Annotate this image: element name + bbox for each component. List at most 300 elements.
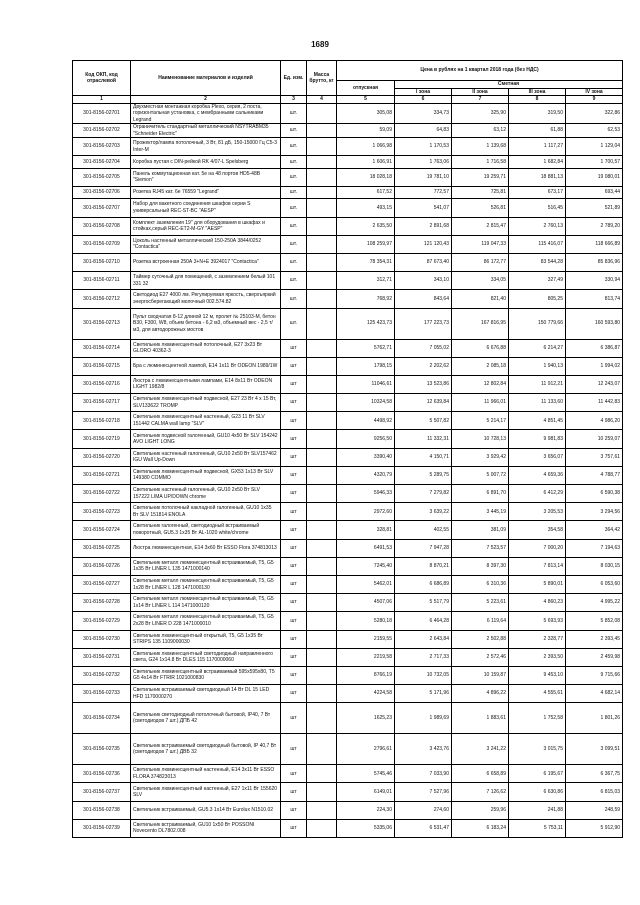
row-mass: [307, 430, 337, 448]
row-name: Светильник подвесной галогенный, GU10 4х50 Вт SLV 154242 AVO LIGHT LONG: [131, 430, 281, 448]
row-price-zone-1: 5 507,82: [395, 412, 452, 430]
row-price-zone-4: 2 459,98: [566, 648, 623, 666]
row-price-zone-3: 1 682,84: [509, 156, 566, 169]
row-price-zone-1: 334,73: [395, 103, 452, 124]
row-price-zone-3: 7 813,14: [509, 557, 566, 575]
row-price-zone-4: 6 053,60: [566, 575, 623, 593]
row-price-release: 5462,01: [337, 575, 395, 593]
row-unit: шт: [281, 375, 307, 393]
table-row: [73, 630, 623, 648]
row-unit: шт.: [281, 199, 307, 217]
row-price-zone-4: 322,86: [566, 103, 623, 124]
row-price-zone-2: 4 896,22: [452, 685, 509, 703]
row-name: Люстра с люминесцентными лампами, E14 8х11 Вт ODEON LIGHT 1982/8: [131, 375, 281, 393]
row-price-zone-1: 2 643,84: [395, 630, 452, 648]
table-row: [73, 503, 623, 521]
row-name: Люстра люминесцентная, E14 3х60 Вт ESSO Flora 374813013: [131, 539, 281, 557]
row-price-zone-4: 160 593,80: [566, 308, 623, 339]
header-estimate: Сметная: [395, 81, 623, 89]
row-price-zone-1: 7 055,02: [395, 339, 452, 357]
row-code: 301-8156-02715: [73, 357, 131, 375]
row-price-zone-1: 64,83: [395, 124, 452, 138]
row-name: Светодиод E27 4000 лм. Регулируемая яркость, сверхъяркий энергосберегающий молочный 002.574.82: [131, 290, 281, 308]
row-mass: [307, 575, 337, 593]
row-code: 301-8156-02710: [73, 253, 131, 271]
row-price-zone-4: 2 393,45: [566, 630, 623, 648]
row-price-zone-2: 86 172,77: [452, 253, 509, 271]
row-price-zone-1: 3 423,76: [395, 734, 452, 765]
row-unit: шт.: [281, 138, 307, 156]
row-name: Светильник люминесцентный настенный, G23 11 Вт SLV 151442 CALMA wall lamp "SLV": [131, 412, 281, 430]
row-price-release: 2972,60: [337, 503, 395, 521]
row-code: 301-8156-02722: [73, 485, 131, 503]
row-price-zone-4: 693,44: [566, 186, 623, 199]
row-price-zone-3: 150 779,66: [509, 308, 566, 339]
col-number: 8: [509, 96, 566, 104]
row-price-zone-4: 1 129,04: [566, 138, 623, 156]
table-row: [73, 394, 623, 412]
row-name: Светильник металл люминесцентный встраиваемый, T5, G5 1х14 Вт LINER L 114 1471000120: [131, 594, 281, 612]
row-name: Светильник настенный галогенный, GU10 2х50 Вт SLV 157222 LIMA UP/DOWN chrome: [131, 485, 281, 503]
row-price-zone-1: 274,60: [395, 801, 452, 819]
row-price-zone-2: 2 572,46: [452, 648, 509, 666]
row-price-zone-2: 6 119,64: [452, 612, 509, 630]
row-price-zone-2: 5 214,17: [452, 412, 509, 430]
row-price-zone-1: 6 464,28: [395, 612, 452, 630]
row-price-zone-1: 7 947,28: [395, 539, 452, 557]
row-unit: шт: [281, 685, 307, 703]
row-price-zone-1: 6 686,89: [395, 575, 452, 593]
table-row: [73, 485, 623, 503]
row-price-zone-4: 4 682,14: [566, 685, 623, 703]
row-mass: [307, 703, 337, 734]
row-price-zone-4: 3 294,56: [566, 503, 623, 521]
row-price-zone-4: 11 442,83: [566, 394, 623, 412]
table-row: [73, 734, 623, 765]
table-row: [73, 612, 623, 630]
row-price-zone-1: 843,64: [395, 290, 452, 308]
row-code: 301-8156-02736: [73, 765, 131, 783]
header-release: отпускная: [337, 81, 395, 96]
row-price-zone-2: 19 259,71: [452, 168, 509, 186]
row-price-zone-2: 5 007,72: [452, 466, 509, 484]
row-name: Пульт сводчатая 8-12 длиной 12 м, пролет № 25103-М, бетон В30, F300, W8, объем бетона - 6,2 м3, объемный вес - 2,5 т/м3, для автодорожных мостов: [131, 308, 281, 339]
row-unit: шт: [281, 466, 307, 484]
row-price-zone-3: 3 205,53: [509, 503, 566, 521]
row-code: 301-8156-02701: [73, 103, 131, 124]
row-unit: шт.: [281, 253, 307, 271]
row-price-release: 2159,55: [337, 630, 395, 648]
row-mass: [307, 521, 337, 539]
row-price-zone-2: 8 397,30: [452, 557, 509, 575]
row-price-zone-2: 1 139,68: [452, 138, 509, 156]
row-code: 301-8156-02729: [73, 612, 131, 630]
row-mass: [307, 485, 337, 503]
row-price-zone-1: 8 870,21: [395, 557, 452, 575]
col-number: 7: [452, 96, 509, 104]
row-price-zone-3: 4 659,36: [509, 466, 566, 484]
row-code: 301-8156-02709: [73, 235, 131, 253]
row-mass: [307, 253, 337, 271]
row-price-zone-1: 2 202,62: [395, 357, 452, 375]
table-row: [73, 521, 623, 539]
row-mass: [307, 357, 337, 375]
row-name: Светильник металл люминесцентный встраиваемый, T5, G5 1х28 Вт LINER L 128 1471000130: [131, 575, 281, 593]
price-table: [72, 60, 623, 838]
row-price-release: 312,71: [337, 272, 395, 290]
table-row: [73, 124, 623, 138]
row-unit: шт: [281, 703, 307, 734]
row-price-zone-4: 3 099,51: [566, 734, 623, 765]
row-price-zone-4: 6 367,75: [566, 765, 623, 783]
row-code: 301-8156-02719: [73, 430, 131, 448]
row-price-zone-2: 6 310,36: [452, 575, 509, 593]
row-price-zone-2: 12 802,84: [452, 375, 509, 393]
row-code: 301-8156-02732: [73, 666, 131, 684]
row-price-zone-4: 1 801,26: [566, 703, 623, 734]
row-price-release: 224,30: [337, 801, 395, 819]
table-row: [73, 466, 623, 484]
row-mass: [307, 801, 337, 819]
row-code: 301-8156-02716: [73, 375, 131, 393]
row-price-zone-2: 3 241,22: [452, 734, 509, 765]
row-price-zone-2: 325,90: [452, 103, 509, 124]
row-price-zone-4: 813,74: [566, 290, 623, 308]
row-price-zone-1: 7 527,96: [395, 783, 452, 801]
row-price-zone-4: 19 080,01: [566, 168, 623, 186]
column-number-row: [73, 96, 623, 104]
row-code: 301-8156-02734: [73, 703, 131, 734]
row-code: 301-8156-02737: [73, 783, 131, 801]
row-name: Светильник настенный галогенный, GU10 2х50 Вт SLV157462 IGU Wall Up-Down: [131, 448, 281, 466]
col-number: 9: [566, 96, 623, 104]
header-unit: Ед. изм.: [281, 61, 307, 96]
row-name: Светильник потолочный накладной галогенный, GU10 1х35 Вт SLV 151814 ENOLA: [131, 503, 281, 521]
row-price-zone-2: 119 047,33: [452, 235, 509, 253]
row-unit: шт.: [281, 103, 307, 124]
row-unit: шт: [281, 503, 307, 521]
table-row: [73, 217, 623, 235]
row-name: Светильник светодиодный потолочный бытовой, IP40, 7 Вт (светодиодов 7 шт.) ДПБ 42: [131, 703, 281, 734]
row-price-zone-1: 121 120,43: [395, 235, 452, 253]
row-mass: [307, 124, 337, 138]
row-name: Комплект заземления 19" для оборудования в шкафах и стойках,серый REC-ET2-M-GY "AESP": [131, 217, 281, 235]
row-price-zone-3: 1 117,27: [509, 138, 566, 156]
row-price-zone-3: 6 412,29: [509, 485, 566, 503]
table-row: [73, 253, 623, 271]
table-row: [73, 575, 623, 593]
row-price-release: 125 423,73: [337, 308, 395, 339]
row-price-release: 4320,79: [337, 466, 395, 484]
row-unit: шт.: [281, 156, 307, 169]
row-code: 301-8156-02712: [73, 290, 131, 308]
row-price-release: 5335,06: [337, 819, 395, 837]
row-code: 301-8156-02738: [73, 801, 131, 819]
row-price-zone-4: 4 986,20: [566, 412, 623, 430]
row-price-zone-3: 7 000,20: [509, 539, 566, 557]
row-mass: [307, 819, 337, 837]
row-price-zone-2: 821,40: [452, 290, 509, 308]
table-row: [73, 168, 623, 186]
row-mass: [307, 765, 337, 783]
row-unit: шт: [281, 819, 307, 837]
row-code: 301-8156-02711: [73, 272, 131, 290]
row-mass: [307, 394, 337, 412]
row-price-zone-4: 4 995,22: [566, 594, 623, 612]
row-price-zone-3: 327,49: [509, 272, 566, 290]
table-row: [73, 290, 623, 308]
table-body: [73, 103, 623, 838]
table-row: [73, 557, 623, 575]
row-price-release: 1 066,98: [337, 138, 395, 156]
row-unit: шт: [281, 539, 307, 557]
table-row: [73, 783, 623, 801]
row-price-zone-3: 354,58: [509, 521, 566, 539]
row-price-zone-1: 87 673,40: [395, 253, 452, 271]
row-price-zone-3: 4 860,23: [509, 594, 566, 612]
row-mass: [307, 630, 337, 648]
row-name: Светильник металл люминесцентный встраиваемый, T5, G5 2х28 Вт LINER D 228 1471000010: [131, 612, 281, 630]
table-row: [73, 199, 623, 217]
row-price-zone-1: 7 033,90: [395, 765, 452, 783]
row-price-zone-2: 63,12: [452, 124, 509, 138]
row-unit: шт.: [281, 290, 307, 308]
row-mass: [307, 734, 337, 765]
row-price-zone-1: 541,07: [395, 199, 452, 217]
row-name: Светильник люминесцентный открытый, T5, G5 1х35 Вт STRIPS 135 1109000030: [131, 630, 281, 648]
row-code: 301-8156-02720: [73, 448, 131, 466]
row-price-zone-3: 11 912,21: [509, 375, 566, 393]
row-price-release: 18 028,18: [337, 168, 395, 186]
table-row: [73, 339, 623, 357]
row-mass: [307, 186, 337, 199]
row-unit: шт: [281, 430, 307, 448]
row-name: Светильник встраиваемый, GU10 1х50 Вт POSSONI Novecento DL7802.008: [131, 819, 281, 837]
row-price-release: 7245,40: [337, 557, 395, 575]
row-price-zone-4: 1 700,57: [566, 156, 623, 169]
row-price-release: 305,08: [337, 103, 395, 124]
row-price-zone-2: 2 502,88: [452, 630, 509, 648]
row-mass: [307, 103, 337, 124]
row-price-release: 78 354,31: [337, 253, 395, 271]
row-code: 301-8156-02713: [73, 308, 131, 339]
row-mass: [307, 199, 337, 217]
row-unit: шт: [281, 448, 307, 466]
row-price-zone-4: 364,42: [566, 521, 623, 539]
row-price-zone-2: 2 085,18: [452, 357, 509, 375]
row-code: 301-8156-02731: [73, 648, 131, 666]
row-price-zone-1: 11 332,31: [395, 430, 452, 448]
row-price-zone-4: 5 852,08: [566, 612, 623, 630]
row-price-zone-2: 3 929,42: [452, 448, 509, 466]
row-code: 301-8156-02706: [73, 186, 131, 199]
row-price-zone-1: 5 289,75: [395, 466, 452, 484]
row-price-zone-2: 10 159,87: [452, 666, 509, 684]
row-mass: [307, 156, 337, 169]
row-price-release: 108 259,97: [337, 235, 395, 253]
row-code: 301-8156-02725: [73, 539, 131, 557]
row-name: Панель коммутационная кат. 5е на 48 портов HD5-48B "Siemon": [131, 168, 281, 186]
row-name: Светильник встраиваемый светодиодный бытовой, IP 40,7 Вт (светодиодов 7 шт.) ДВБ 32: [131, 734, 281, 765]
row-name: Двухместная монтажная коробка Plexo, серия, 2 поста, горизонтальная установка, с мембранными сальниками Legrand: [131, 103, 281, 124]
row-name: Светильник галогенный, светодиодный встраиваемый поворотный, GU5.3 1х35 Вт AL-1020 white/chrome: [131, 521, 281, 539]
table-row: [73, 666, 623, 684]
row-price-zone-4: 2 789,20: [566, 217, 623, 235]
table-row: [73, 186, 623, 199]
row-code: 301-8156-02714: [73, 339, 131, 357]
row-price-zone-1: 3 639,22: [395, 503, 452, 521]
row-code: 301-8156-02723: [73, 503, 131, 521]
row-price-zone-3: 6 630,86: [509, 783, 566, 801]
table-row: [73, 685, 623, 703]
row-code: 301-8156-02702: [73, 124, 131, 138]
row-name: Светильник люминесцентный настенный, E14 3х11 Вт ESSO FLORA 374823013: [131, 765, 281, 783]
header-mass: Масса брутто, кг: [307, 61, 337, 96]
row-price-release: 5762,71: [337, 339, 395, 357]
header-zone-3: III зона: [509, 88, 566, 96]
row-name: Розетка встроенная 250А 3+N+E 3924017 "Contactica": [131, 253, 281, 271]
row-price-zone-3: 2 760,13: [509, 217, 566, 235]
row-code: 301-8156-02703: [73, 138, 131, 156]
row-mass: [307, 503, 337, 521]
row-price-zone-2: 6 676,88: [452, 339, 509, 357]
row-price-release: 5280,18: [337, 612, 395, 630]
row-code: 301-8156-02728: [73, 594, 131, 612]
row-price-zone-3: 6 195,67: [509, 765, 566, 783]
row-price-release: 10324,58: [337, 394, 395, 412]
row-name: Прожектор/лампа потолочный, 3 Вт, 81 дБ, 150-15000 Гц C5-3 Inter-M: [131, 138, 281, 156]
row-price-release: 5946,33: [337, 485, 395, 503]
row-code: 301-8156-02718: [73, 412, 131, 430]
row-price-zone-3: 5 753,11: [509, 819, 566, 837]
row-unit: шт.: [281, 124, 307, 138]
row-unit: шт: [281, 575, 307, 593]
row-name: Светильник металл люминесцентный встраиваемый, T5, G5 1х35 Вт LINER L 135 1471000140: [131, 557, 281, 575]
row-unit: шт: [281, 666, 307, 684]
row-price-zone-4: 6 386,87: [566, 339, 623, 357]
row-name: Светильник встраиваемый светодиодный 14 Вт DL 15 LED HFD 1170000270: [131, 685, 281, 703]
row-price-zone-4: 118 666,89: [566, 235, 623, 253]
row-price-release: 2 635,50: [337, 217, 395, 235]
row-price-zone-3: 4 555,61: [509, 685, 566, 703]
row-price-zone-2: 5 223,61: [452, 594, 509, 612]
row-unit: шт: [281, 765, 307, 783]
row-price-zone-3: 2 393,50: [509, 648, 566, 666]
row-unit: шт.: [281, 272, 307, 290]
row-price-zone-1: 1 763,06: [395, 156, 452, 169]
table-row: [73, 765, 623, 783]
row-price-zone-4: 85 836,96: [566, 253, 623, 271]
row-name: Розетка RJ45 кат. 6е 76559 "Legrand": [131, 186, 281, 199]
table-row: [73, 357, 623, 375]
row-price-zone-3: 241,88: [509, 801, 566, 819]
row-price-release: 3390,40: [337, 448, 395, 466]
row-price-zone-3: 115 416,07: [509, 235, 566, 253]
table-row: [73, 430, 623, 448]
row-name: Таймер суточный для помещений, с заземлением белый 101 331 32: [131, 272, 281, 290]
row-price-zone-4: 4 788,77: [566, 466, 623, 484]
row-price-zone-3: 9 453,10: [509, 666, 566, 684]
table-row: [73, 539, 623, 557]
row-price-zone-1: 343,10: [395, 272, 452, 290]
row-mass: [307, 235, 337, 253]
row-price-zone-2: 6 891,70: [452, 485, 509, 503]
row-mass: [307, 138, 337, 156]
row-price-zone-3: 1 752,58: [509, 703, 566, 734]
row-price-zone-4: 7 194,63: [566, 539, 623, 557]
row-price-zone-3: 319,50: [509, 103, 566, 124]
row-code: 301-8156-02739: [73, 819, 131, 837]
header-zone-4: IV зона: [566, 88, 623, 96]
row-price-zone-1: 5 517,79: [395, 594, 452, 612]
row-price-zone-3: 11 133,60: [509, 394, 566, 412]
row-unit: шт: [281, 339, 307, 357]
row-code: 301-8156-02735: [73, 734, 131, 765]
header-zone-1: I зона: [395, 88, 452, 96]
row-price-zone-3: 5 890,01: [509, 575, 566, 593]
row-price-zone-4: 9 715,66: [566, 666, 623, 684]
header-zone-2: II зона: [452, 88, 509, 96]
row-unit: шт: [281, 412, 307, 430]
row-price-zone-3: 5 693,93: [509, 612, 566, 630]
row-price-zone-1: 5 171,96: [395, 685, 452, 703]
row-unit: шт: [281, 357, 307, 375]
row-unit: шт.: [281, 217, 307, 235]
row-name: Набор для вакетного соединения шкафов серии S универсальный REC-ST-BC "AESP": [131, 199, 281, 217]
row-code: 301-8156-02733: [73, 685, 131, 703]
row-code: 301-8156-02704: [73, 156, 131, 169]
row-price-release: 5745,46: [337, 765, 395, 783]
row-price-zone-4: 248,59: [566, 801, 623, 819]
row-unit: шт: [281, 521, 307, 539]
row-mass: [307, 339, 337, 357]
row-price-zone-1: 19 781,10: [395, 168, 452, 186]
row-name: Светильник люминесцентный светодиодный направленного света, G24 1х14.8 Вт DLES 115 1170000060: [131, 648, 281, 666]
row-unit: шт.: [281, 168, 307, 186]
row-price-zone-3: 4 851,45: [509, 412, 566, 430]
row-mass: [307, 412, 337, 430]
row-mass: [307, 272, 337, 290]
row-price-zone-2: 6 183,24: [452, 819, 509, 837]
row-price-zone-2: 3 445,19: [452, 503, 509, 521]
row-price-zone-4: 6 815,03: [566, 783, 623, 801]
row-name: Светильник встраиваемый, GU5.3 1х14 Вт Eurolux N1510.02: [131, 801, 281, 819]
row-price-zone-4: 12 243,07: [566, 375, 623, 393]
row-unit: шт: [281, 648, 307, 666]
row-price-release: 1 606,91: [337, 156, 395, 169]
row-name: Коробка пустая с DIN-рейкой RK 4/07-L Spelsberg: [131, 156, 281, 169]
col-number: 3: [281, 96, 307, 104]
row-price-zone-3: 673,17: [509, 186, 566, 199]
row-price-zone-1: 2 717,33: [395, 648, 452, 666]
row-price-zone-3: 3 015,75: [509, 734, 566, 765]
row-unit: шт: [281, 630, 307, 648]
row-unit: шт: [281, 394, 307, 412]
row-mass: [307, 648, 337, 666]
row-price-zone-2: 6 658,89: [452, 765, 509, 783]
row-unit: шт: [281, 594, 307, 612]
row-price-release: 328,81: [337, 521, 395, 539]
row-price-zone-3: 9 981,83: [509, 430, 566, 448]
row-price-zone-2: 334,05: [452, 272, 509, 290]
row-price-release: 617,52: [337, 186, 395, 199]
row-mass: [307, 448, 337, 466]
row-name: Бра с люминесцентной лампой, E14 1х11 Вт ODEON 1989/1W: [131, 357, 281, 375]
row-name: Цоколь настенный металлический 150-250А 3844/0252 "Contactica": [131, 235, 281, 253]
table-row: [73, 819, 623, 837]
row-code: 301-8156-02730: [73, 630, 131, 648]
row-code: 301-8156-02721: [73, 466, 131, 484]
